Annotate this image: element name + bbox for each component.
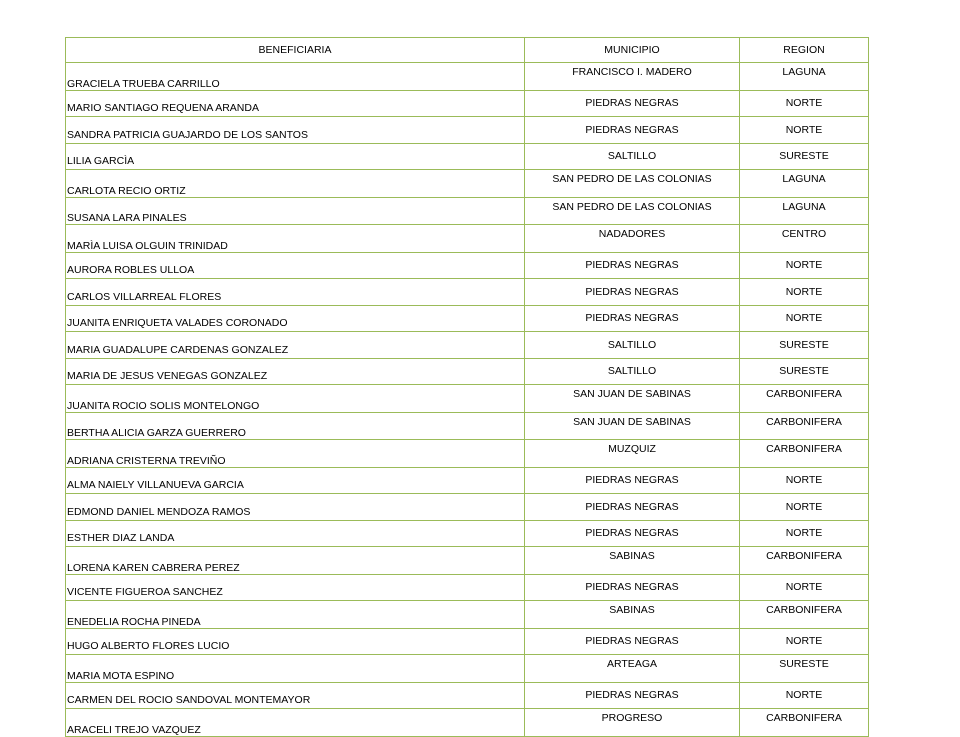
table-row — [66, 225, 869, 253]
table-row — [66, 628, 869, 655]
table-row — [66, 440, 869, 468]
municipality-cell: PIEDRAS NEGRAS — [525, 279, 740, 306]
region-cell: LAGUNA — [740, 170, 869, 198]
table-row — [66, 385, 869, 413]
municipality-cell: PIEDRAS NEGRAS — [525, 90, 740, 117]
table-row — [66, 332, 869, 359]
beneficiary-cell: SUSANA LARA PINALES — [66, 197, 525, 225]
header-beneficiary: BENEFICIARIA — [66, 38, 525, 63]
region-cell: NORTE — [740, 628, 869, 655]
municipality-cell: SABINAS — [525, 601, 740, 629]
beneficiary-cell: CARLOS VILLARREAL FLORES — [66, 279, 525, 306]
municipality-cell: ARTEAGA — [525, 655, 740, 683]
municipality-cell: PIEDRAS NEGRAS — [525, 628, 740, 655]
municipality-cell: SALTILLO — [525, 358, 740, 385]
table-row — [66, 197, 869, 225]
beneficiary-cell: AURORA ROBLES ULLOA — [66, 252, 525, 279]
beneficiary-cell: ADRIANA CRISTERNA TREVIÑO — [66, 440, 525, 468]
municipality-cell: PIEDRAS NEGRAS — [525, 682, 740, 709]
table-row — [66, 655, 869, 683]
region-cell: LAGUNA — [740, 197, 869, 225]
region-cell: CENTRO — [740, 225, 869, 253]
region-cell: NORTE — [740, 305, 869, 332]
municipality-cell: PIEDRAS NEGRAS — [525, 494, 740, 521]
region-cell: NORTE — [740, 682, 869, 709]
table-row — [66, 601, 869, 629]
beneficiaries-table — [65, 37, 869, 737]
beneficiary-cell: LORENA KAREN CABRERA PEREZ — [66, 547, 525, 575]
beneficiary-cell: EDMOND DANIEL MENDOZA RAMOS — [66, 494, 525, 521]
region-cell: CARBONIFERA — [740, 385, 869, 413]
region-cell: NORTE — [740, 279, 869, 306]
table-row — [66, 412, 869, 440]
municipality-cell: PIEDRAS NEGRAS — [525, 252, 740, 279]
header-region: REGION — [740, 38, 869, 63]
table-row — [66, 143, 869, 170]
table-row — [66, 90, 869, 117]
table-row — [66, 520, 869, 547]
header-municipality: MUNICIPIO — [525, 38, 740, 63]
region-cell: CARBONIFERA — [740, 601, 869, 629]
beneficiary-cell: JUANITA ENRIQUETA VALADES CORONADO — [66, 305, 525, 332]
beneficiary-cell: HUGO ALBERTO FLORES LUCIO — [66, 628, 525, 655]
table-row — [66, 574, 869, 601]
table-row — [66, 279, 869, 306]
municipality-cell: PROGRESO — [525, 709, 740, 737]
beneficiary-cell: VICENTE FIGUEROA SANCHEZ — [66, 574, 525, 601]
municipality-cell: SALTILLO — [525, 143, 740, 170]
table-row — [66, 682, 869, 709]
municipality-cell: SABINAS — [525, 547, 740, 575]
table-row — [66, 709, 869, 737]
table-row — [66, 358, 869, 385]
region-cell: NORTE — [740, 494, 869, 521]
table-row — [66, 252, 869, 279]
beneficiary-cell: ALMA NAIELY VILLANUEVA GARCIA — [66, 467, 525, 494]
table-row — [66, 63, 869, 91]
region-cell: CARBONIFERA — [740, 412, 869, 440]
municipality-cell: PIEDRAS NEGRAS — [525, 117, 740, 144]
table-row — [66, 467, 869, 494]
beneficiary-cell: MARIA DE JESUS VENEGAS GONZALEZ — [66, 358, 525, 385]
region-cell: SURESTE — [740, 358, 869, 385]
region-cell: NORTE — [740, 520, 869, 547]
beneficiary-cell: MARIO SANTIAGO REQUENA ARANDA — [66, 90, 525, 117]
beneficiary-cell: CARLOTA RECIO ORTIZ — [66, 170, 525, 198]
region-cell: SURESTE — [740, 655, 869, 683]
region-cell: CARBONIFERA — [740, 547, 869, 575]
municipality-cell: SALTILLO — [525, 332, 740, 359]
beneficiary-cell: ENEDELIA ROCHA PINEDA — [66, 601, 525, 629]
table-row — [66, 494, 869, 521]
region-cell: SURESTE — [740, 143, 869, 170]
table-row — [66, 547, 869, 575]
region-cell: CARBONIFERA — [740, 440, 869, 468]
table-row — [66, 117, 869, 144]
municipality-cell: SAN PEDRO DE LAS COLONIAS — [525, 197, 740, 225]
municipality-cell: SAN JUAN DE SABINAS — [525, 385, 740, 413]
region-cell: CARBONIFERA — [740, 709, 869, 737]
municipality-cell: MUZQUIZ — [525, 440, 740, 468]
beneficiary-cell: MARÌA LUISA OLGUIN TRINIDAD — [66, 225, 525, 253]
table-header-row — [66, 38, 869, 63]
region-cell: NORTE — [740, 467, 869, 494]
municipality-cell: PIEDRAS NEGRAS — [525, 574, 740, 601]
region-cell: SURESTE — [740, 332, 869, 359]
municipality-cell: PIEDRAS NEGRAS — [525, 520, 740, 547]
region-cell: LAGUNA — [740, 63, 869, 91]
municipality-cell: FRANCISCO I. MADERO — [525, 63, 740, 91]
municipality-cell: PIEDRAS NEGRAS — [525, 305, 740, 332]
beneficiary-cell: CARMEN DEL ROCIO SANDOVAL MONTEMAYOR — [66, 682, 525, 709]
beneficiary-cell: SANDRA PATRICIA GUAJARDO DE LOS SANTOS — [66, 117, 525, 144]
beneficiary-cell: BERTHA ALICIA GARZA GUERRERO — [66, 412, 525, 440]
beneficiary-cell: ESTHER DIAZ LANDA — [66, 520, 525, 547]
beneficiary-cell: ARACELI TREJO VAZQUEZ — [66, 709, 525, 737]
beneficiary-cell: MARIA MOTA ESPINO — [66, 655, 525, 683]
beneficiary-cell: GRACIELA TRUEBA CARRILLO — [66, 63, 525, 91]
table-row — [66, 305, 869, 332]
beneficiary-cell: LILIA GARCÌA — [66, 143, 525, 170]
region-cell: NORTE — [740, 252, 869, 279]
region-cell: NORTE — [740, 574, 869, 601]
municipality-cell: NADADORES — [525, 225, 740, 253]
region-cell: NORTE — [740, 117, 869, 144]
table-row — [66, 170, 869, 198]
municipality-cell: SAN JUAN DE SABINAS — [525, 412, 740, 440]
municipality-cell: SAN PEDRO DE LAS COLONIAS — [525, 170, 740, 198]
municipality-cell: PIEDRAS NEGRAS — [525, 467, 740, 494]
region-cell: NORTE — [740, 90, 869, 117]
beneficiary-cell: MARIA GUADALUPE CARDENAS GONZALEZ — [66, 332, 525, 359]
beneficiary-cell: JUANITA ROCIO SOLIS MONTELONGO — [66, 385, 525, 413]
